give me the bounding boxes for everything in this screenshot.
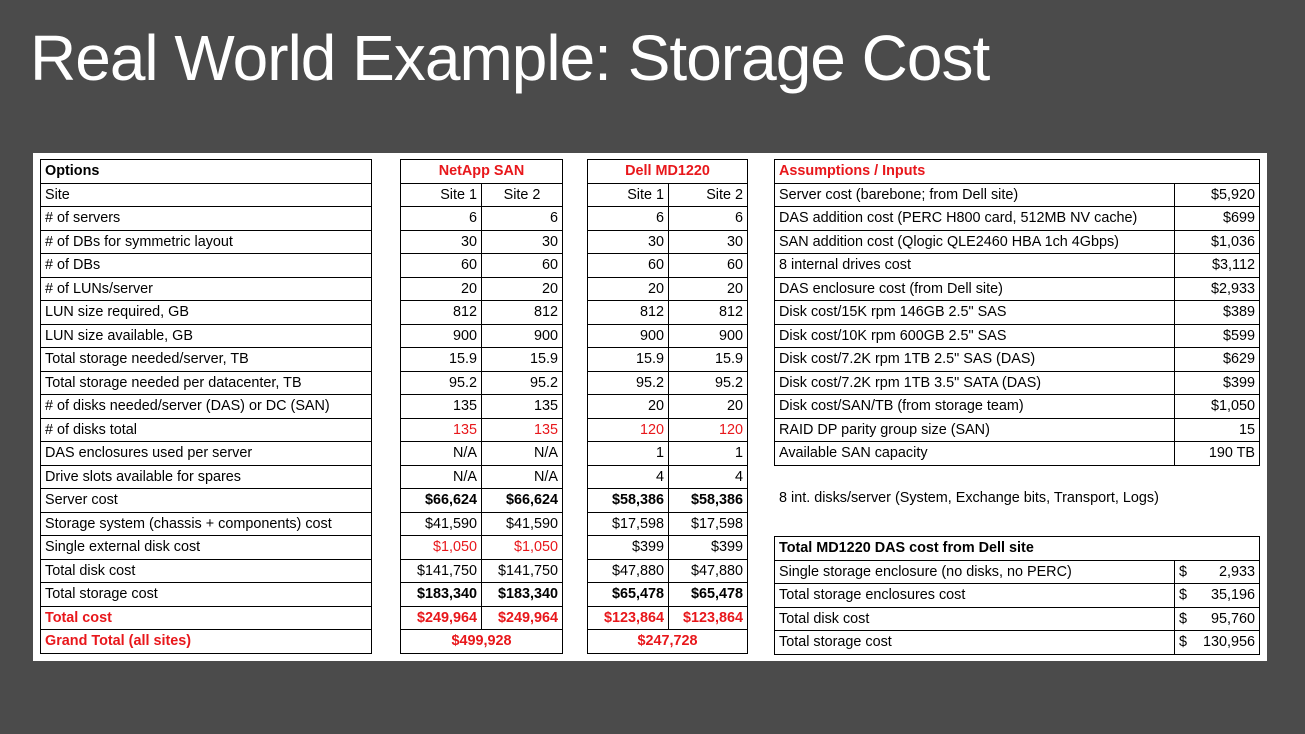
dell-site2: Site 2 (669, 183, 748, 207)
slide-title: Real World Example: Storage Cost (30, 22, 990, 94)
assumption-value: $599 (1175, 324, 1260, 348)
row-value: 30 (669, 230, 748, 254)
assumption-row (775, 418, 1260, 442)
row-value: 812 (588, 301, 669, 325)
assumption-row (775, 301, 1260, 325)
das-cost-label: Total storage cost (775, 631, 1175, 655)
row-value: $41,590 (482, 512, 563, 536)
row-value: 30 (588, 230, 669, 254)
row-value: $41,590 (401, 512, 482, 536)
assumption-label: RAID DP parity group size (SAN) (775, 418, 1175, 442)
row-value: 1 (669, 442, 748, 466)
table-row (41, 324, 748, 348)
row-label: Total storage needed/server, TB (41, 348, 372, 372)
assumption-value: 15 (1175, 418, 1260, 442)
row-value: N/A (401, 465, 482, 489)
row-value: 60 (588, 254, 669, 278)
row-value: 4 (588, 465, 669, 489)
row-value: 60 (482, 254, 563, 278)
row-value: 15.9 (482, 348, 563, 372)
assumption-value: $2,933 (1175, 277, 1260, 301)
row-value: 20 (401, 277, 482, 301)
row-value: 135 (401, 418, 482, 442)
row-value: 20 (669, 395, 748, 419)
assumption-label: DAS enclosure cost (from Dell site) (775, 277, 1175, 301)
das-cost-value (1175, 631, 1260, 655)
assumption-row (775, 324, 1260, 348)
assumption-label: Disk cost/7.2K rpm 1TB 2.5" SAS (DAS) (775, 348, 1175, 372)
currency-symbol: $ (1179, 587, 1188, 604)
assumption-label: Disk cost/15K rpm 146GB 2.5" SAS (775, 301, 1175, 325)
row-value: $58,386 (669, 489, 748, 513)
dell-site1: Site 1 (588, 183, 669, 207)
assumption-row (775, 348, 1260, 372)
das-cost-row (775, 584, 1260, 608)
row-value: 812 (669, 301, 748, 325)
row-value: $66,624 (401, 489, 482, 513)
table-row (41, 606, 748, 630)
internal-disks-note: 8 int. disks/server (System, Exchange bits, Transport, Logs) (779, 490, 1159, 506)
das-cost-label: Single storage enclosure (no disks, no PERC) (775, 560, 1175, 584)
row-value: 812 (401, 301, 482, 325)
assumption-row (775, 207, 1260, 231)
assumption-row (775, 277, 1260, 301)
assumption-label: Disk cost/10K rpm 600GB 2.5" SAS (775, 324, 1175, 348)
row-label: Total disk cost (41, 559, 372, 583)
row-value: $65,478 (588, 583, 669, 607)
row-label: # of DBs for symmetric layout (41, 230, 372, 254)
row-value: 135 (482, 418, 563, 442)
row-value: $141,750 (482, 559, 563, 583)
row-value: $1,050 (401, 536, 482, 560)
table-row (41, 277, 748, 301)
assumption-value: $389 (1175, 301, 1260, 325)
row-value: $141,750 (401, 559, 482, 583)
assumption-label: Disk cost/SAN/TB (from storage team) (775, 395, 1175, 419)
table-row (41, 254, 748, 278)
das-cost-value (1175, 584, 1260, 608)
table-row (41, 207, 748, 231)
row-value: $1,050 (482, 536, 563, 560)
assumption-row (775, 254, 1260, 278)
assumption-value: $1,050 (1175, 395, 1260, 419)
row-value: $17,598 (669, 512, 748, 536)
currency-symbol: $ (1179, 634, 1188, 651)
row-value: $249,964 (482, 606, 563, 630)
amount: 35,196 (1210, 587, 1255, 604)
row-value: $65,478 (669, 583, 748, 607)
row-value: $249,964 (401, 606, 482, 630)
assumption-row (775, 395, 1260, 419)
das-cost-row (775, 607, 1260, 631)
row-value: 30 (482, 230, 563, 254)
assumption-row (775, 442, 1260, 466)
assumption-value: $1,036 (1175, 230, 1260, 254)
row-value: $183,340 (401, 583, 482, 607)
assumption-value: $5,920 (1175, 183, 1260, 207)
das-cost-row (775, 631, 1260, 655)
row-value: $183,340 (482, 583, 563, 607)
row-value: 95.2 (588, 371, 669, 395)
row-value: 900 (482, 324, 563, 348)
table-row (41, 465, 748, 489)
amount: 95,760 (1210, 610, 1255, 627)
row-value: 6 (401, 207, 482, 231)
table-row (41, 559, 748, 583)
table-row (41, 442, 748, 466)
row-value: 20 (669, 277, 748, 301)
assumption-label: SAN addition cost (Qlogic QLE2460 HBA 1ch 4Gbps) (775, 230, 1175, 254)
row-label: Single external disk cost (41, 536, 372, 560)
assumption-label: DAS addition cost (PERC H800 card, 512MB NV cache) (775, 207, 1175, 231)
assumption-row (775, 183, 1260, 207)
row-value: 60 (401, 254, 482, 278)
row-value: $123,864 (588, 606, 669, 630)
currency-symbol: $ (1179, 610, 1188, 627)
row-value: 6 (588, 207, 669, 231)
row-value: 900 (588, 324, 669, 348)
das-cost-label: Total disk cost (775, 607, 1175, 631)
row-label: Total storage needed per datacenter, TB (41, 371, 372, 395)
assumption-value: $699 (1175, 207, 1260, 231)
table-row (41, 395, 748, 419)
das-cost-table (774, 536, 1260, 655)
row-value: $58,386 (588, 489, 669, 513)
row-value: 95.2 (401, 371, 482, 395)
row-value: 4 (669, 465, 748, 489)
table-row (41, 230, 748, 254)
table-row (41, 512, 748, 536)
row-label: DAS enclosures used per server (41, 442, 372, 466)
table-row (41, 489, 748, 513)
row-value: 20 (482, 277, 563, 301)
row-label: # of DBs (41, 254, 372, 278)
row-value: 95.2 (482, 371, 563, 395)
das-cost-header: Total MD1220 DAS cost from Dell site (775, 537, 1175, 561)
row-value: 135 (482, 395, 563, 419)
row-value: 60 (669, 254, 748, 278)
assumption-label: Disk cost/7.2K rpm 1TB 3.5" SATA (DAS) (775, 371, 1175, 395)
assumption-label: Available SAN capacity (775, 442, 1175, 466)
row-value: 20 (588, 277, 669, 301)
das-cost-value (1175, 560, 1260, 584)
row-label: Drive slots available for spares (41, 465, 372, 489)
row-value: $123,864 (669, 606, 748, 630)
row-label: LUN size required, GB (41, 301, 372, 325)
row-label: # of disks needed/server (DAS) or DC (SAN) (41, 395, 372, 419)
row-label: # of servers (41, 207, 372, 231)
options-header: Options (41, 160, 372, 184)
assumption-value: $399 (1175, 371, 1260, 395)
row-label: Total storage cost (41, 583, 372, 607)
assumptions-header: Assumptions / Inputs (775, 160, 1175, 184)
row-value: 6 (482, 207, 563, 231)
row-value: 95.2 (669, 371, 748, 395)
currency-symbol: $ (1179, 563, 1188, 580)
table-row (41, 583, 748, 607)
das-cost-row (775, 560, 1260, 584)
row-value: $66,624 (482, 489, 563, 513)
row-value: $47,880 (669, 559, 748, 583)
row-value: 120 (588, 418, 669, 442)
table-row (41, 348, 748, 372)
assumption-value: $3,112 (1175, 254, 1260, 278)
row-value: $17,598 (588, 512, 669, 536)
row-value: 20 (588, 395, 669, 419)
row-value: 900 (669, 324, 748, 348)
row-value: $399 (669, 536, 748, 560)
row-value: N/A (482, 465, 563, 489)
row-value: N/A (401, 442, 482, 466)
assumptions-table (774, 159, 1260, 466)
grand-total-label: Grand Total (all sites) (41, 630, 372, 654)
row-value: $47,880 (588, 559, 669, 583)
table-row (41, 536, 748, 560)
row-label: Server cost (41, 489, 372, 513)
grand-total-netapp: $499,928 (401, 630, 563, 654)
row-label: Total cost (41, 606, 372, 630)
assumption-row (775, 230, 1260, 254)
row-label: Storage system (chassis + components) cost (41, 512, 372, 536)
assumption-value: $629 (1175, 348, 1260, 372)
das-cost-value (1175, 607, 1260, 631)
row-value: 15.9 (669, 348, 748, 372)
row-value: N/A (482, 442, 563, 466)
row-value: $399 (588, 536, 669, 560)
row-label: # of LUNs/server (41, 277, 372, 301)
row-label: # of disks total (41, 418, 372, 442)
row-value: 6 (669, 207, 748, 231)
row-value: 900 (401, 324, 482, 348)
comparison-table (40, 159, 748, 654)
assumption-label: Server cost (barebone; from Dell site) (775, 183, 1175, 207)
row-value: 30 (401, 230, 482, 254)
assumption-label: 8 internal drives cost (775, 254, 1175, 278)
row-value: 120 (669, 418, 748, 442)
netapp-site2: Site 2 (482, 183, 563, 207)
table-row (41, 301, 748, 325)
netapp-header: NetApp SAN (401, 160, 563, 184)
table-row (41, 371, 748, 395)
das-cost-label: Total storage enclosures cost (775, 584, 1175, 608)
assumption-value: 190 TB (1175, 442, 1260, 466)
amount: 2,933 (1218, 563, 1255, 580)
assumption-row (775, 371, 1260, 395)
row-value: 15.9 (588, 348, 669, 372)
row-value: 1 (588, 442, 669, 466)
row-value: 15.9 (401, 348, 482, 372)
row-label: LUN size available, GB (41, 324, 372, 348)
grand-total-dell: $247,728 (588, 630, 748, 654)
row-value: 135 (401, 395, 482, 419)
amount: 130,956 (1202, 634, 1255, 651)
row-value: 812 (482, 301, 563, 325)
dell-header: Dell MD1220 (588, 160, 748, 184)
netapp-site1: Site 1 (401, 183, 482, 207)
site-label: Site (41, 183, 372, 207)
table-row (41, 418, 748, 442)
